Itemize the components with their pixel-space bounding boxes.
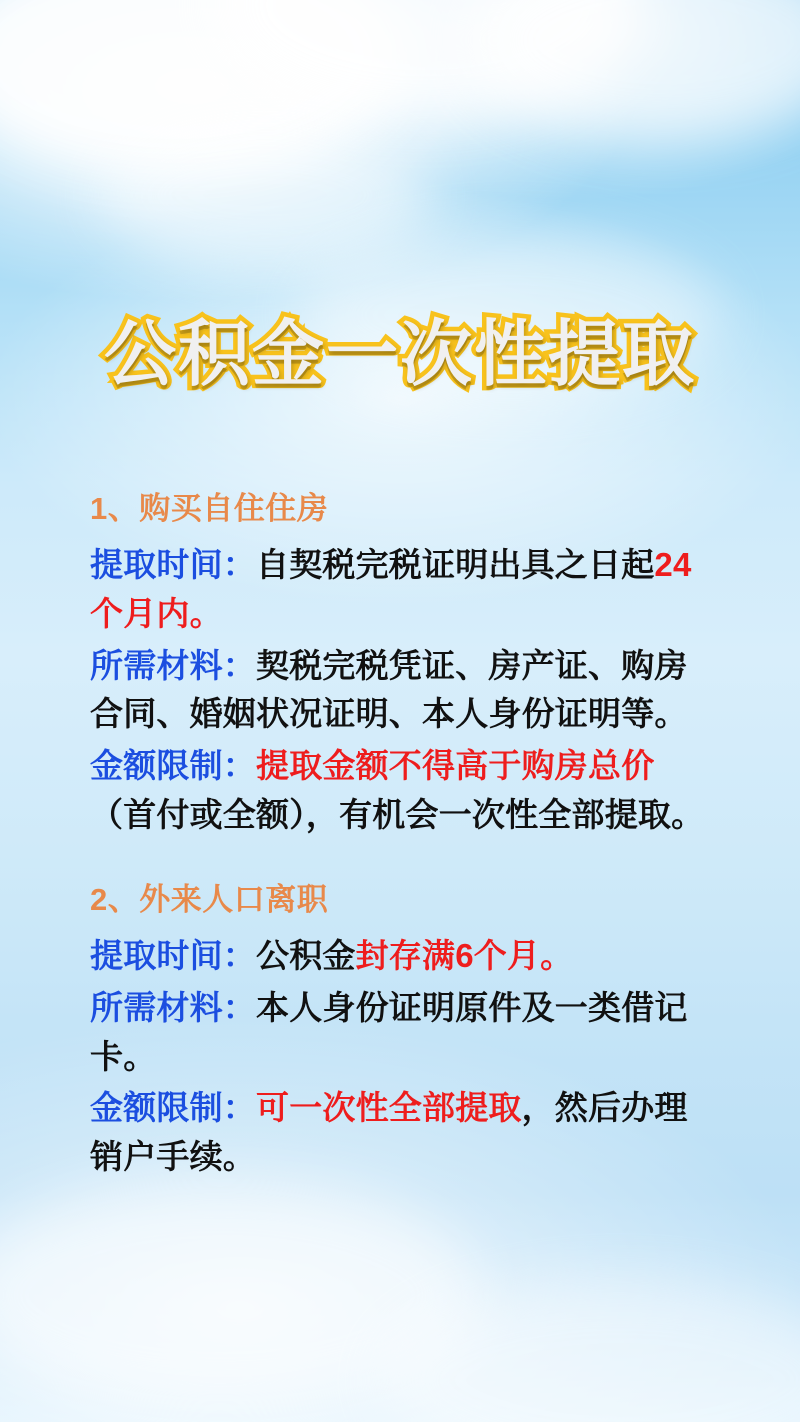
highlighted-text: 24个月内。 [90, 545, 692, 632]
section-heading: 1、购买自住住房 [90, 491, 329, 526]
info-row-text: 契税完税凭证、房产证、购房合同、婚姻状况证明、本人身份证明等。 [90, 646, 688, 733]
info-row [90, 1084, 712, 1182]
info-row-label: 金额限制： [90, 1089, 256, 1127]
info-row [90, 932, 712, 981]
section-heading: 2、外来人口离职 [90, 881, 329, 917]
info-row-text: 自契税完税证明出具之日起 [256, 545, 655, 583]
info-row [90, 984, 712, 1082]
content-section [90, 487, 712, 840]
info-row-label: 金额限制： [90, 747, 256, 785]
info-row-label: 提取时间： [90, 545, 256, 583]
page-title: 公积金一次性提取 [103, 315, 696, 395]
highlighted-text: 封存满6个月。 [355, 936, 574, 974]
info-row-text: 本人身份证明原件及一类借记卡。 [90, 988, 688, 1075]
highlighted-text: 可一次性全部提取 [256, 1089, 522, 1127]
info-row [90, 541, 712, 639]
sections-container [90, 487, 712, 1185]
info-row-text: 公积金 [256, 936, 356, 974]
info-row-label: 所需材料： [90, 988, 256, 1026]
info-row-text: （首付或全额），有机会一次性全部提取。 [90, 796, 705, 834]
highlighted-text: 提取金额不得高于购房总价 [256, 747, 655, 785]
info-row-label: 提取时间： [90, 936, 256, 974]
content-section [90, 878, 712, 1182]
info-row-text: ，然后办理销户手续。 [90, 1089, 688, 1176]
info-row [90, 742, 712, 840]
info-row [90, 642, 712, 740]
info-row-label: 所需材料： [90, 646, 256, 684]
